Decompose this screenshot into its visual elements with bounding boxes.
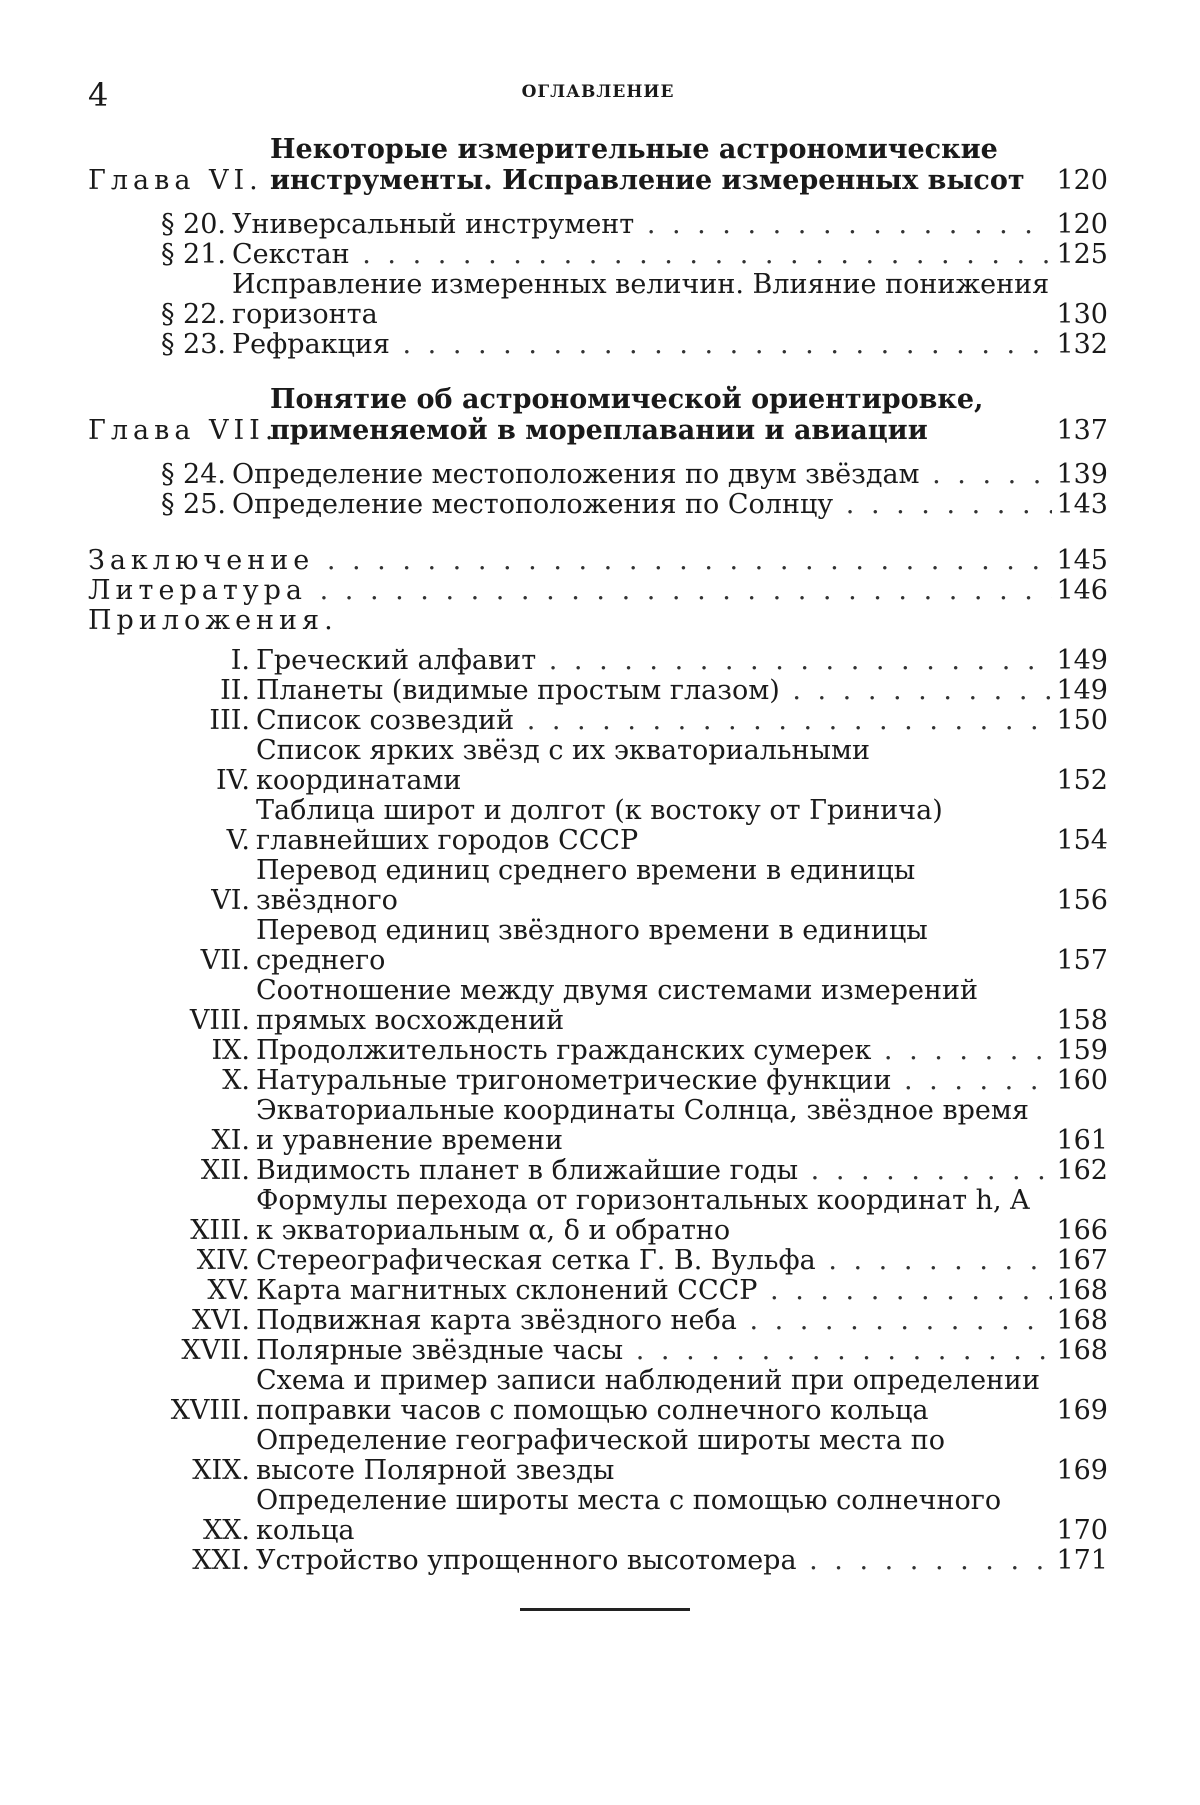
appendix-number: VIII. (189, 1005, 250, 1036)
appendix-number: XXI. (192, 1545, 250, 1576)
appendix-page: 159 (1056, 1035, 1108, 1066)
section-number: § 24. (160, 459, 226, 490)
appendix-entry[interactable] (88, 736, 1108, 796)
appendix-title: Список ярких звёзд с их экваториальными координатами (256, 736, 871, 796)
appendix-number: I. (230, 645, 250, 676)
appendix-page: 168 (1056, 1275, 1108, 1306)
appendix-entry[interactable] (88, 1096, 1108, 1156)
running-head (88, 70, 1108, 120)
appendix-number: XIX. (192, 1455, 250, 1486)
appendix-page: 149 (1056, 645, 1108, 676)
appendix-number: IX. (211, 1035, 250, 1066)
section-title: Определение местоположения по двум звёздам . . . (226, 460, 1052, 490)
appendix-number: X. (222, 1065, 250, 1096)
chapter-7-entry[interactable] (88, 384, 1108, 446)
appendix-page: 158 (1056, 1005, 1108, 1036)
appendix-number: XVII. (181, 1335, 250, 1366)
appendix-page: 168 (1056, 1305, 1108, 1336)
section-page: 120 (1056, 209, 1108, 240)
appendix-entry[interactable] (88, 856, 1108, 916)
section-title: Рефракция . . . (226, 330, 1052, 360)
appendix-entry[interactable] (88, 1156, 1108, 1186)
section-entry[interactable] (88, 490, 1108, 520)
appendix-entry[interactable] (88, 1246, 1108, 1276)
appendix-title: Схема и пример записи наблюдений при определении поправки часов с помощью солнечного кольца (256, 1366, 1041, 1426)
appendix-number: VII. (200, 945, 250, 976)
appendix-title: Определение географической широты места по высоте Полярной звезды (256, 1426, 945, 1486)
appendix-number: VI. (211, 885, 250, 916)
section-page: 143 (1056, 489, 1108, 520)
section-title: Определение местоположения по Солнцу . . . (226, 490, 1052, 520)
appendix-number: III. (209, 705, 250, 736)
appendix-number: XVI. (192, 1305, 250, 1336)
section-entry[interactable] (88, 330, 1108, 360)
appendix-entry[interactable] (88, 1066, 1108, 1096)
section-number: § 21. (160, 239, 226, 270)
section-entry[interactable] (88, 270, 1108, 330)
appendix-page: 166 (1056, 1215, 1108, 1246)
appendix-title: Полярные звёздные часы . . . (256, 1336, 1052, 1366)
appendix-title: Видимость планет в ближайшие годы . . . (256, 1156, 1052, 1186)
appendix-title: Карта магнитных склонений СССР . . . (256, 1276, 1052, 1306)
section-entry[interactable] (88, 460, 1108, 490)
appendix-title: Соотношение между двумя системами измерений прямых восхождений (256, 976, 979, 1036)
toc-page (88, 70, 1108, 1576)
literature-page: 146 (1056, 575, 1108, 606)
appendix-number: XII. (200, 1155, 250, 1186)
appendix-page: 170 (1056, 1515, 1108, 1546)
appendix-entry[interactable] (88, 1546, 1108, 1576)
appendix-entry[interactable] (88, 796, 1108, 856)
section-page: 132 (1056, 329, 1108, 360)
appendix-number: XIV. (196, 1245, 250, 1276)
page-number: 4 (88, 76, 109, 114)
appendix-page: 162 (1056, 1155, 1108, 1186)
section-page: 125 (1056, 239, 1108, 270)
section-page: 139 (1056, 459, 1108, 490)
appendix-title: Определение широты места с помощью солнечного кольца (256, 1486, 1002, 1546)
appendix-page: 168 (1056, 1335, 1108, 1366)
appendix-entry[interactable] (88, 1486, 1108, 1546)
appendix-page: 152 (1056, 765, 1108, 796)
section-title: Секстан . . . (226, 240, 1052, 270)
literature-title: Литература . . . (88, 576, 1052, 606)
chapter-page: 137 (1056, 415, 1108, 446)
appendix-title: Подвижная карта звёздного неба . . . (256, 1306, 1052, 1336)
conclusion-title: Заключение . . . (88, 546, 1052, 576)
appendix-entry[interactable] (88, 1306, 1108, 1336)
appendix-entry[interactable] (88, 1186, 1108, 1246)
appendix-list (88, 646, 1108, 1576)
appendix-title: Перевод единиц среднего времени в единицы звёздного (256, 856, 916, 916)
appendix-page: 171 (1056, 1545, 1108, 1576)
appendix-title: Греческий алфавит . . . (256, 646, 1052, 676)
appendix-entry[interactable] (88, 976, 1108, 1036)
appendix-title: Продолжительность гражданских сумерек . . . (256, 1036, 1052, 1066)
section-title: Универсальный инструмент . . . (226, 210, 1052, 240)
appendix-title: Натуральные тригонометрические функции . . . (256, 1066, 1052, 1096)
appendix-title: Таблица широт и долгот (к востоку от Гринича) главнейших городов СССР (256, 796, 943, 856)
appendix-title: Формулы перехода от горизонтальных координат h, A к экваториальным α, δ и обратно (256, 1186, 1030, 1246)
section-page: 130 (1056, 299, 1108, 330)
appendix-entry[interactable] (88, 706, 1108, 736)
appendix-entry[interactable] (88, 1426, 1108, 1486)
appendices-heading: Приложения. (88, 606, 338, 636)
appendix-page: 169 (1056, 1395, 1108, 1426)
appendix-title: Стереографическая сетка Г. В. Вульфа . . . (256, 1246, 1052, 1276)
appendix-entry[interactable] (88, 1336, 1108, 1366)
appendix-page: 149 (1056, 675, 1108, 706)
conclusion-entry[interactable] (88, 546, 1108, 576)
section-number: § 22. (160, 299, 226, 330)
chapter-page: 120 (1056, 165, 1108, 196)
appendix-page: 169 (1056, 1455, 1108, 1486)
appendices-heading-row (88, 606, 1108, 636)
appendix-page: 157 (1056, 945, 1108, 976)
appendix-title: Устройство упрощенного высотомера . . . (256, 1546, 1052, 1576)
literature-entry[interactable] (88, 576, 1108, 606)
appendix-number: IV. (215, 765, 250, 796)
running-title: ОГЛАВЛЕНИЕ (521, 82, 675, 102)
appendix-title: Планеты (видимые простым глазом) . . . (256, 676, 1052, 706)
chapter-title: Понятие об астрономической ориентировке, применяемой в мореплавании и авиации (270, 384, 984, 446)
section-number: § 25. (160, 489, 226, 520)
appendix-number: XV. (207, 1275, 250, 1306)
section-title: Исправление измеренных величин. Влияние понижения горизонта (232, 270, 1050, 330)
appendix-page: 160 (1056, 1065, 1108, 1096)
section-number: § 20. (160, 209, 226, 240)
appendix-number: XVIII. (170, 1395, 250, 1426)
appendix-entry[interactable] (88, 916, 1108, 976)
chapter-title: Некоторые измерительные астрономические инструменты. Исправление измеренных высот (270, 134, 1025, 196)
appendix-page: 150 (1056, 705, 1108, 736)
appendix-entry[interactable] (88, 1276, 1108, 1306)
section-number: § 23. (160, 329, 226, 360)
appendix-title: Перевод единиц звёздного времени в единицы среднего (256, 916, 928, 976)
appendix-entry[interactable] (88, 1366, 1108, 1426)
appendix-number: II. (220, 675, 250, 706)
section-entry[interactable] (88, 210, 1108, 240)
closing-rule (520, 1608, 690, 1611)
chapter-label: Глава VI. (88, 165, 263, 196)
appendix-page: 167 (1056, 1245, 1108, 1276)
chapter-6-entry[interactable] (88, 134, 1108, 196)
appendix-number: XX. (202, 1515, 250, 1546)
section-entry[interactable] (88, 240, 1108, 270)
appendix-page: 156 (1056, 885, 1108, 916)
appendix-entry[interactable] (88, 646, 1108, 676)
conclusion-page: 145 (1056, 545, 1108, 576)
appendix-page: 161 (1056, 1125, 1108, 1156)
appendix-number: XI. (211, 1125, 250, 1156)
appendix-number: V. (226, 825, 250, 856)
appendix-entry[interactable] (88, 676, 1108, 706)
appendix-entry[interactable] (88, 1036, 1108, 1066)
appendix-title: Экваториальные координаты Солнца, звёздное время и уравнение времени (256, 1096, 1029, 1156)
chapter-label: Глава VII. (88, 415, 279, 446)
appendix-title: Список созвездий . . . (256, 706, 1052, 736)
appendix-number: XIII. (190, 1215, 250, 1246)
appendix-page: 154 (1056, 825, 1108, 856)
